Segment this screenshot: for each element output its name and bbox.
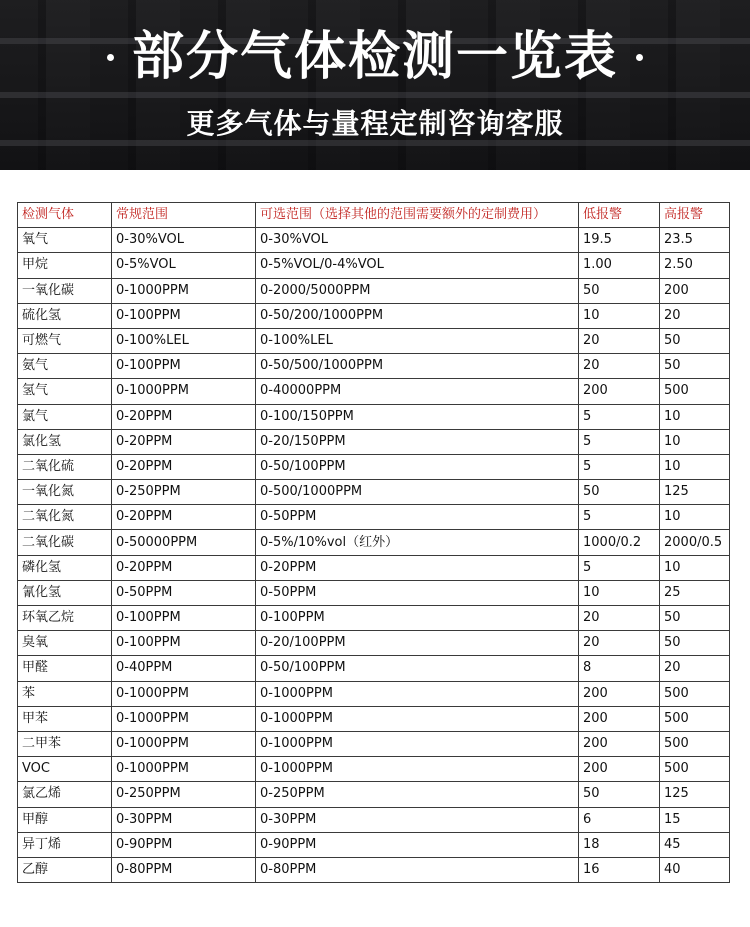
page-title: 部分气体检测一览表	[131, 27, 618, 87]
cell-high-alarm: 20	[660, 303, 730, 328]
cell-optional-range: 0-100%LEL	[256, 328, 579, 353]
cell-optional-range: 0-2000/5000PPM	[256, 278, 579, 303]
cell-standard-range: 0-100PPM	[112, 631, 256, 656]
cell-standard-range: 0-100PPM	[112, 606, 256, 631]
cell-low-alarm: 1.00	[579, 253, 660, 278]
cell-optional-range: 0-50/100PPM	[256, 656, 579, 681]
table-row	[18, 857, 730, 882]
table-row	[18, 278, 730, 303]
cell-gas: 一氧化碳	[18, 278, 112, 303]
cell-low-alarm: 200	[579, 706, 660, 731]
cell-standard-range: 0-1000PPM	[112, 379, 256, 404]
table-row	[18, 606, 730, 631]
cell-optional-range: 0-5%/10%vol（红外）	[256, 530, 579, 555]
cell-low-alarm: 200	[579, 379, 660, 404]
cell-standard-range: 0-1000PPM	[112, 706, 256, 731]
cell-low-alarm: 50	[579, 782, 660, 807]
cell-gas: 乙醇	[18, 857, 112, 882]
cell-standard-range: 0-20PPM	[112, 429, 256, 454]
cell-gas: 氯气	[18, 404, 112, 429]
cell-high-alarm: 20	[660, 656, 730, 681]
cell-low-alarm: 5	[579, 505, 660, 530]
cell-high-alarm: 10	[660, 555, 730, 580]
cell-gas: 硫化氢	[18, 303, 112, 328]
cell-high-alarm: 45	[660, 832, 730, 857]
cell-high-alarm: 500	[660, 757, 730, 782]
cell-low-alarm: 16	[579, 857, 660, 882]
cell-gas: 氰化氢	[18, 580, 112, 605]
cell-high-alarm: 25	[660, 580, 730, 605]
table-row	[18, 530, 730, 555]
cell-optional-range: 0-50/100PPM	[256, 454, 579, 479]
table-header-row	[18, 203, 730, 228]
cell-optional-range: 0-90PPM	[256, 832, 579, 857]
background-shelf	[0, 92, 750, 98]
cell-gas: 异丁烯	[18, 832, 112, 857]
cell-gas: 一氧化氮	[18, 480, 112, 505]
cell-standard-range: 0-1000PPM	[112, 757, 256, 782]
table-row	[18, 228, 730, 253]
cell-low-alarm: 20	[579, 631, 660, 656]
cell-optional-range: 0-1000PPM	[256, 757, 579, 782]
cell-high-alarm: 10	[660, 454, 730, 479]
cell-standard-range: 0-40PPM	[112, 656, 256, 681]
cell-low-alarm: 1000/0.2	[579, 530, 660, 555]
cell-gas: 磷化氢	[18, 555, 112, 580]
table-row	[18, 706, 730, 731]
cell-gas: 二氧化碳	[18, 530, 112, 555]
cell-gas: VOC	[18, 757, 112, 782]
cell-low-alarm: 19.5	[579, 228, 660, 253]
table-row	[18, 580, 730, 605]
cell-gas: 氧气	[18, 228, 112, 253]
cell-optional-range: 0-1000PPM	[256, 681, 579, 706]
title-row	[0, 22, 750, 92]
cell-low-alarm: 20	[579, 606, 660, 631]
table-row	[18, 379, 730, 404]
cell-gas: 氨气	[18, 354, 112, 379]
cell-high-alarm: 40	[660, 857, 730, 882]
cell-standard-range: 0-20PPM	[112, 454, 256, 479]
table-row	[18, 782, 730, 807]
cell-high-alarm: 50	[660, 354, 730, 379]
cell-gas: 可燃气	[18, 328, 112, 353]
cell-optional-range: 0-20/150PPM	[256, 429, 579, 454]
cell-gas: 环氧乙烷	[18, 606, 112, 631]
cell-standard-range: 0-100%LEL	[112, 328, 256, 353]
table-row	[18, 656, 730, 681]
page-subtitle: 更多气体与量程定制咨询客服	[186, 107, 564, 140]
cell-high-alarm: 10	[660, 404, 730, 429]
cell-high-alarm: 2.50	[660, 253, 730, 278]
cell-gas: 氯乙烯	[18, 782, 112, 807]
cell-gas: 甲苯	[18, 706, 112, 731]
table-row	[18, 807, 730, 832]
table-row	[18, 731, 730, 756]
table-row	[18, 303, 730, 328]
table-row	[18, 631, 730, 656]
cell-low-alarm: 200	[579, 731, 660, 756]
column-header-optional-range: 可选范围（选择其他的范围需要额外的定制费用）	[256, 203, 579, 228]
cell-low-alarm: 50	[579, 278, 660, 303]
column-header-high-alarm: 高报警	[660, 203, 730, 228]
cell-low-alarm: 5	[579, 429, 660, 454]
cell-high-alarm: 500	[660, 731, 730, 756]
bullet-dot-icon	[636, 54, 643, 61]
cell-low-alarm: 6	[579, 807, 660, 832]
cell-gas: 氢气	[18, 379, 112, 404]
cell-optional-range: 0-80PPM	[256, 857, 579, 882]
cell-low-alarm: 5	[579, 555, 660, 580]
cell-low-alarm: 20	[579, 328, 660, 353]
table-row	[18, 354, 730, 379]
cell-standard-range: 0-100PPM	[112, 303, 256, 328]
cell-optional-range: 0-1000PPM	[256, 706, 579, 731]
table-row	[18, 404, 730, 429]
cell-low-alarm: 200	[579, 757, 660, 782]
cell-gas: 臭氧	[18, 631, 112, 656]
cell-standard-range: 0-100PPM	[112, 354, 256, 379]
cell-optional-range: 0-1000PPM	[256, 731, 579, 756]
cell-gas: 氯化氢	[18, 429, 112, 454]
cell-gas: 二甲苯	[18, 731, 112, 756]
column-header-standard-range: 常规范围	[112, 203, 256, 228]
table-row	[18, 328, 730, 353]
cell-high-alarm: 23.5	[660, 228, 730, 253]
table-row	[18, 757, 730, 782]
cell-standard-range: 0-20PPM	[112, 404, 256, 429]
gas-table-container	[17, 202, 730, 883]
cell-high-alarm: 50	[660, 606, 730, 631]
cell-optional-range: 0-20/100PPM	[256, 631, 579, 656]
cell-high-alarm: 500	[660, 379, 730, 404]
cell-standard-range: 0-5%VOL	[112, 253, 256, 278]
cell-optional-range: 0-40000PPM	[256, 379, 579, 404]
cell-optional-range: 0-30PPM	[256, 807, 579, 832]
cell-high-alarm: 10	[660, 429, 730, 454]
cell-high-alarm: 2000/0.5	[660, 530, 730, 555]
cell-optional-range: 0-500/1000PPM	[256, 480, 579, 505]
cell-optional-range: 0-5%VOL/0-4%VOL	[256, 253, 579, 278]
cell-high-alarm: 125	[660, 782, 730, 807]
cell-standard-range: 0-80PPM	[112, 857, 256, 882]
cell-low-alarm: 200	[579, 681, 660, 706]
table-row	[18, 454, 730, 479]
table-row	[18, 429, 730, 454]
cell-gas: 苯	[18, 681, 112, 706]
cell-optional-range: 0-50/500/1000PPM	[256, 354, 579, 379]
cell-gas: 甲烷	[18, 253, 112, 278]
gas-detection-table	[17, 202, 730, 883]
cell-low-alarm: 8	[579, 656, 660, 681]
cell-gas: 二氧化氮	[18, 505, 112, 530]
cell-optional-range: 0-250PPM	[256, 782, 579, 807]
table-row	[18, 555, 730, 580]
cell-low-alarm: 5	[579, 404, 660, 429]
cell-low-alarm: 10	[579, 580, 660, 605]
column-header-gas: 检测气体	[18, 203, 112, 228]
cell-low-alarm: 10	[579, 303, 660, 328]
cell-standard-range: 0-1000PPM	[112, 278, 256, 303]
cell-standard-range: 0-250PPM	[112, 782, 256, 807]
table-row	[18, 253, 730, 278]
cell-standard-range: 0-1000PPM	[112, 681, 256, 706]
cell-optional-range: 0-50/200/1000PPM	[256, 303, 579, 328]
cell-standard-range: 0-30%VOL	[112, 228, 256, 253]
cell-low-alarm: 50	[579, 480, 660, 505]
cell-high-alarm: 125	[660, 480, 730, 505]
cell-gas: 二氧化硫	[18, 454, 112, 479]
cell-standard-range: 0-30PPM	[112, 807, 256, 832]
table-row	[18, 681, 730, 706]
cell-standard-range: 0-50000PPM	[112, 530, 256, 555]
cell-low-alarm: 5	[579, 454, 660, 479]
table-body	[18, 228, 730, 883]
table-row	[18, 505, 730, 530]
cell-high-alarm: 500	[660, 706, 730, 731]
cell-high-alarm: 50	[660, 631, 730, 656]
table-row	[18, 832, 730, 857]
cell-high-alarm: 200	[660, 278, 730, 303]
cell-optional-range: 0-100/150PPM	[256, 404, 579, 429]
cell-standard-range: 0-90PPM	[112, 832, 256, 857]
cell-standard-range: 0-20PPM	[112, 505, 256, 530]
cell-optional-range: 0-50PPM	[256, 505, 579, 530]
cell-high-alarm: 500	[660, 681, 730, 706]
cell-low-alarm: 18	[579, 832, 660, 857]
column-header-low-alarm: 低报警	[579, 203, 660, 228]
cell-standard-range: 0-250PPM	[112, 480, 256, 505]
cell-standard-range: 0-1000PPM	[112, 731, 256, 756]
cell-standard-range: 0-50PPM	[112, 580, 256, 605]
table-row	[18, 480, 730, 505]
header-banner	[0, 0, 750, 170]
cell-standard-range: 0-20PPM	[112, 555, 256, 580]
cell-optional-range: 0-30%VOL	[256, 228, 579, 253]
cell-high-alarm: 10	[660, 505, 730, 530]
cell-optional-range: 0-20PPM	[256, 555, 579, 580]
cell-gas: 甲醛	[18, 656, 112, 681]
cell-optional-range: 0-100PPM	[256, 606, 579, 631]
cell-optional-range: 0-50PPM	[256, 580, 579, 605]
cell-gas: 甲醇	[18, 807, 112, 832]
cell-high-alarm: 15	[660, 807, 730, 832]
bullet-dot-icon	[107, 54, 114, 61]
cell-high-alarm: 50	[660, 328, 730, 353]
cell-low-alarm: 20	[579, 354, 660, 379]
